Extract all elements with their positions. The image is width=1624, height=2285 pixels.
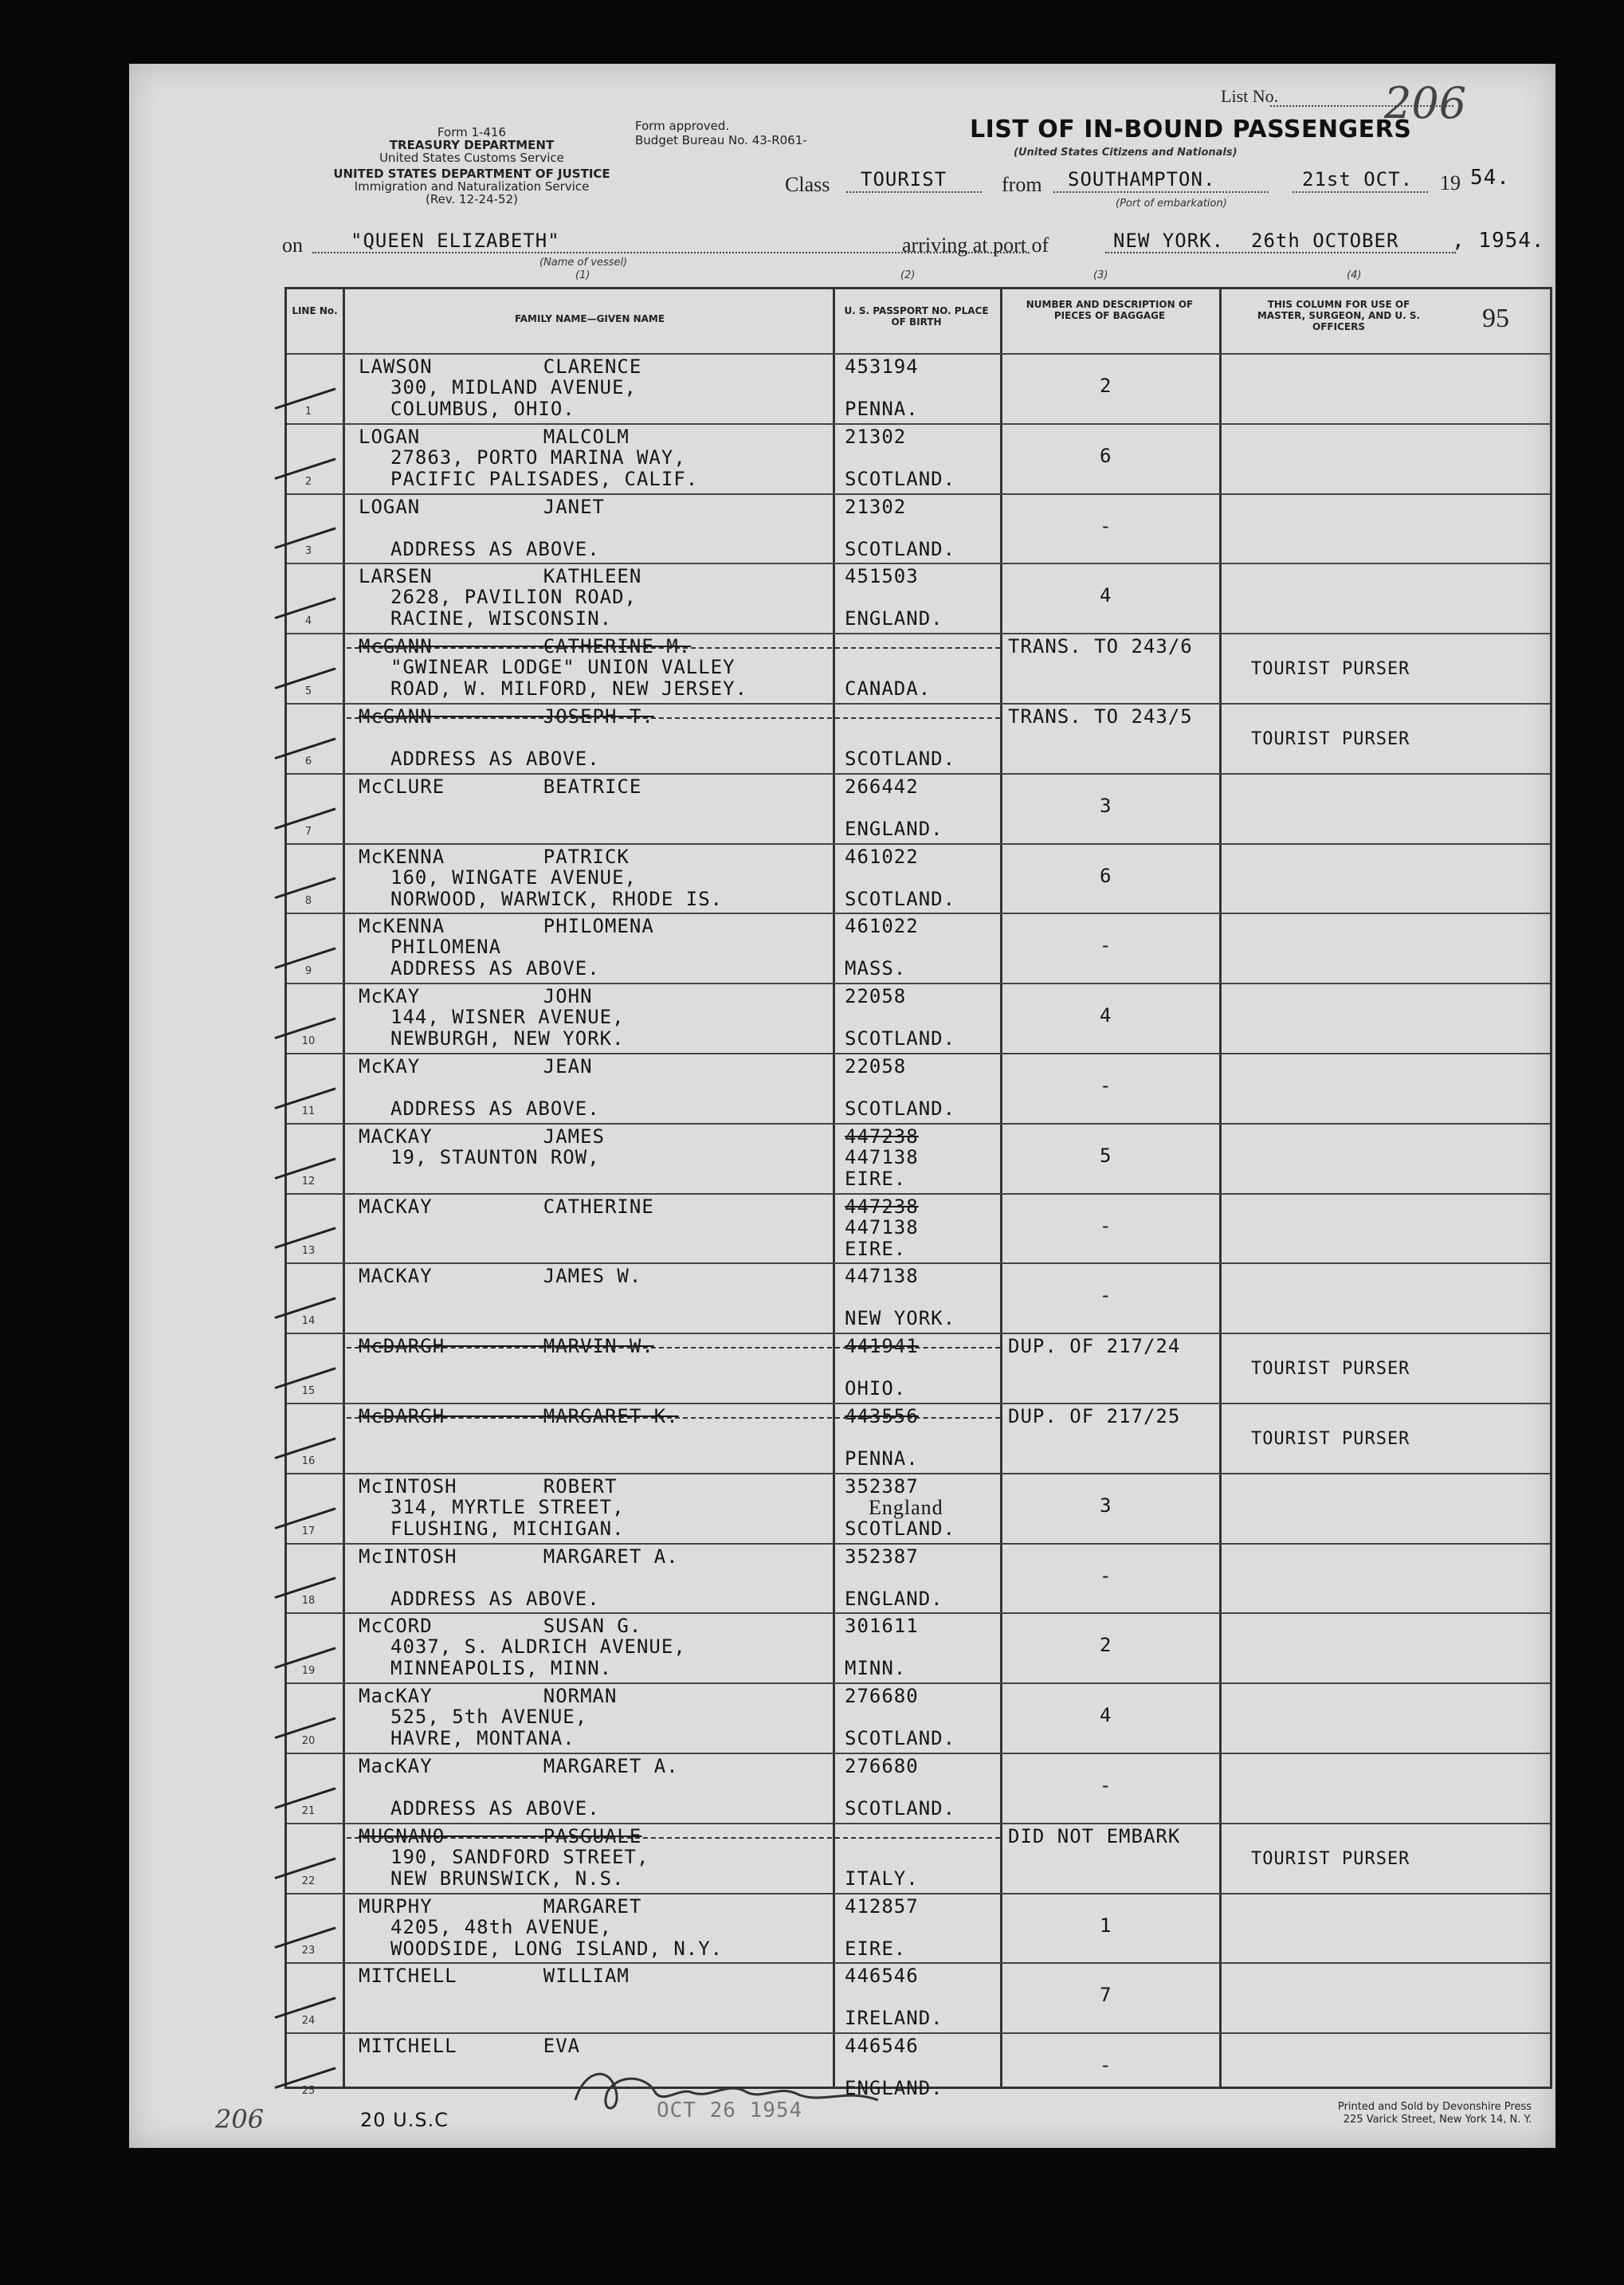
address-line-2: WOODSIDE, LONG ISLAND, N.Y. bbox=[390, 1937, 724, 1960]
line-number: 18 bbox=[301, 1595, 316, 1608]
row-rule bbox=[287, 563, 1550, 564]
row-rule bbox=[287, 843, 1550, 845]
form-approved: Form approved. bbox=[635, 119, 730, 133]
passport-number: 461022 bbox=[845, 915, 919, 938]
strike-through-line bbox=[347, 1837, 1000, 1839]
arrival-date: 26th OCTOBER bbox=[1251, 230, 1399, 252]
strike-through-line bbox=[347, 717, 1000, 719]
address-line-1: 525, 5th AVENUE, bbox=[390, 1706, 588, 1729]
passenger-name: McINTOSH MARGARET A. bbox=[359, 1545, 679, 1568]
line-number: 15 bbox=[301, 1384, 316, 1397]
date-stamp: OCT 26 1954 bbox=[657, 2099, 803, 2122]
arrival-port: NEW YORK. bbox=[1113, 230, 1225, 252]
col-num-3: (3) bbox=[1093, 269, 1108, 281]
officer-note: TOURIST PURSER bbox=[1251, 1429, 1410, 1449]
row-rule bbox=[287, 1823, 1550, 1824]
baggage: 3 bbox=[1100, 1494, 1112, 1517]
baggage: - bbox=[1100, 1774, 1112, 1796]
line-number: 20 bbox=[301, 1734, 316, 1747]
table-row bbox=[287, 983, 1550, 1053]
table-row bbox=[287, 1123, 1550, 1193]
row-rule bbox=[287, 1543, 1550, 1545]
passenger-name: MACKAY JAMES bbox=[359, 1125, 605, 1148]
row-rule bbox=[287, 1053, 1550, 1054]
passenger-name: McGANN JOSEPH T. bbox=[359, 705, 654, 728]
col-head-name: FAMILY NAME—GIVEN NAME bbox=[514, 313, 665, 324]
table-row bbox=[287, 1403, 1550, 1473]
date-rule bbox=[1293, 191, 1428, 193]
passenger-name: McKENNA PATRICK bbox=[359, 845, 630, 868]
strike-through-line bbox=[347, 647, 1000, 649]
passport-number: 276680 bbox=[845, 1685, 919, 1708]
document-subtitle: (United States Citizens and Nationals) bbox=[1014, 147, 1238, 159]
passenger-name: MITCHELL EVA bbox=[359, 2035, 581, 2058]
from-rule bbox=[1053, 191, 1269, 193]
baggage: 6 bbox=[1100, 864, 1112, 887]
line-number: 5 bbox=[304, 685, 312, 697]
passport-number-corrected: 447138 bbox=[845, 1215, 919, 1239]
address-line-1: "GWINEAR LODGE" UNION VALLEY bbox=[390, 656, 736, 679]
place-of-birth: PENNA. bbox=[845, 398, 919, 420]
address-line-1: 160, WINGATE AVENUE, bbox=[390, 866, 637, 889]
officer-note: TOURIST PURSER bbox=[1251, 659, 1410, 680]
printer-line-1: Printed and Sold by Devonshire Press bbox=[1337, 2101, 1532, 2113]
row-rule bbox=[287, 1612, 1550, 1614]
passport-number: 446546 bbox=[845, 1965, 919, 1988]
row-rule bbox=[287, 1473, 1550, 1474]
row-rule bbox=[287, 1893, 1550, 1894]
line-number: 9 bbox=[304, 965, 312, 978]
address-line-2: FLUSHING, MICHIGAN. bbox=[390, 1517, 625, 1540]
table-row bbox=[287, 353, 1550, 423]
passport-number: 352387 bbox=[845, 1545, 919, 1568]
table-row bbox=[287, 773, 1550, 843]
passport-number: 451503 bbox=[845, 565, 919, 588]
passenger-name: McDARGH MARGARET K. bbox=[359, 1405, 679, 1427]
line-number: 13 bbox=[301, 1245, 316, 1258]
passport-number: 301611 bbox=[845, 1615, 919, 1638]
officer-note: TOURIST PURSER bbox=[1251, 1848, 1410, 1869]
place-of-birth: NEW YORK. bbox=[845, 1307, 956, 1330]
place-of-birth: SCOTLAND. bbox=[845, 467, 956, 490]
place-of-birth: MASS. bbox=[845, 957, 907, 980]
address-line-1: 27863, PORTO MARINA WAY, bbox=[390, 446, 686, 469]
address-line-2: NEW BRUNSWICK, N.S. bbox=[390, 1867, 625, 1890]
line-number: 2 bbox=[304, 475, 312, 488]
budget-bureau: Budget Bureau No. 43-R061- bbox=[635, 133, 807, 147]
place-of-birth: MINN. bbox=[845, 1657, 907, 1680]
vessel-note: (Name of vessel) bbox=[539, 257, 628, 269]
address-line-2: RACINE, WISCONSIN. bbox=[390, 607, 613, 630]
line-number: 24 bbox=[301, 2015, 316, 2028]
col-head-line: LINE No. bbox=[292, 305, 338, 316]
row-rule bbox=[287, 703, 1550, 705]
page-number: 95 bbox=[1482, 304, 1509, 333]
inspector-signature bbox=[559, 2056, 926, 2120]
row-rule bbox=[287, 1123, 1550, 1125]
passenger-name: McKENNA PHILOMENA bbox=[359, 915, 654, 938]
arriving-label: arriving at port of bbox=[902, 234, 1049, 257]
year-prefix: 19 bbox=[1440, 171, 1461, 194]
address-line-2: ROAD, W. MILFORD, NEW JERSEY. bbox=[390, 677, 748, 701]
address-line-1: 4037, S. ALDRICH AVENUE, bbox=[390, 1635, 686, 1659]
table-row bbox=[287, 1962, 1550, 2032]
passport-number: 352387 bbox=[845, 1474, 919, 1498]
year-suffix: 54. bbox=[1470, 166, 1510, 190]
address-line-2: ADDRESS AS ABOVE. bbox=[390, 1097, 600, 1120]
place-of-birth: CANADA. bbox=[845, 677, 932, 701]
baggage: DUP. OF 217/25 bbox=[1008, 1405, 1181, 1427]
arrival-rule bbox=[1105, 252, 1456, 253]
passport-number: 453194 bbox=[845, 355, 919, 378]
table-row bbox=[287, 1612, 1550, 1682]
place-of-birth: PENNA. bbox=[845, 1447, 919, 1470]
baggage: - bbox=[1100, 1074, 1112, 1097]
address-line-2: NEWBURGH, NEW YORK. bbox=[390, 1027, 625, 1050]
passenger-name: McDARGH MARVIN W. bbox=[359, 1335, 654, 1358]
passport-number: 22058 bbox=[845, 985, 907, 1008]
table-row bbox=[287, 633, 1550, 703]
baggage: TRANS. TO 243/6 bbox=[1008, 635, 1193, 658]
passenger-name: LARSEN KATHLEEN bbox=[359, 565, 642, 588]
passenger-name: LOGAN JANET bbox=[359, 495, 605, 518]
passport-number: 21302 bbox=[845, 425, 907, 448]
place-of-birth: ITALY. bbox=[845, 1867, 919, 1890]
place-of-birth: SCOTLAND. bbox=[845, 537, 956, 560]
strike-through-line bbox=[347, 1417, 1000, 1419]
line-number: 22 bbox=[301, 1875, 316, 1887]
table-row bbox=[287, 423, 1550, 493]
address-line-2: MINNEAPOLIS, MINN. bbox=[390, 1657, 613, 1680]
line-number: 16 bbox=[301, 1455, 316, 1467]
baggage: 1 bbox=[1100, 1914, 1112, 1937]
class-rule bbox=[846, 191, 982, 193]
table-row bbox=[287, 1473, 1550, 1543]
place-of-birth: ENGLAND. bbox=[845, 2077, 943, 2100]
row-rule bbox=[287, 1193, 1550, 1195]
customs-label: United States Customs Service bbox=[379, 151, 564, 165]
baggage: 4 bbox=[1100, 584, 1112, 607]
line-number: 11 bbox=[301, 1105, 316, 1117]
passenger-name: MUGNANO PASGUALE bbox=[359, 1824, 642, 1847]
strike-through-line bbox=[347, 1347, 1000, 1349]
row-rule bbox=[287, 1403, 1550, 1404]
passenger-name: McKAY JOHN bbox=[359, 985, 593, 1008]
footer-code: 20 U.S.C bbox=[360, 2109, 449, 2131]
place-of-birth: SCOTLAND. bbox=[845, 1727, 956, 1750]
printer-line-2: 225 Varick Street, New York 14, N. Y. bbox=[1343, 2114, 1532, 2126]
row-rule bbox=[287, 493, 1550, 495]
place-of-birth: SCOTLAND. bbox=[845, 1097, 956, 1120]
line-number: 10 bbox=[301, 1035, 316, 1047]
place-of-birth: SCOTLAND. bbox=[845, 887, 956, 910]
passport-number: 441941 bbox=[845, 1335, 919, 1358]
line-number: 14 bbox=[301, 1315, 316, 1328]
baggage: TRANS. TO 243/5 bbox=[1008, 705, 1193, 728]
table-row bbox=[287, 1543, 1550, 1613]
baggage: 7 bbox=[1100, 1984, 1112, 2007]
address-line-2: ADDRESS AS ABOVE. bbox=[390, 1797, 600, 1820]
place-of-birth: EIRE. bbox=[845, 1937, 907, 1960]
col-head-baggage: NUMBER AND DESCRIPTION OF PIECES OF BAGGAGE bbox=[1026, 299, 1194, 321]
row-rule bbox=[287, 983, 1550, 984]
form-number: Form 1-416 bbox=[437, 125, 507, 139]
col-num-2: (2) bbox=[900, 269, 916, 281]
passport-number: 447238 bbox=[845, 1125, 919, 1148]
list-no-label: List No. bbox=[1221, 86, 1279, 106]
port-embark-note: (Port of embarkation) bbox=[1116, 198, 1227, 210]
place-of-birth: OHIO. bbox=[845, 1377, 907, 1400]
passenger-name: McCLURE BEATRICE bbox=[359, 775, 642, 798]
document-title: LIST OF IN-BOUND PASSENGERS bbox=[970, 116, 1412, 143]
place-of-birth: SCOTLAND. bbox=[845, 1797, 956, 1820]
address-line-1: 4205, 48th AVENUE, bbox=[390, 1915, 613, 1938]
baggage: - bbox=[1100, 514, 1112, 537]
table-row bbox=[287, 563, 1550, 633]
line-number: 8 bbox=[304, 895, 312, 908]
place-of-birth: SCOTLAND. bbox=[845, 1517, 956, 1540]
passenger-name: McKAY JEAN bbox=[359, 1055, 593, 1078]
address-line-2: ADDRESS AS ABOVE. bbox=[390, 748, 600, 770]
row-rule bbox=[287, 633, 1550, 634]
passenger-name: LAWSON CLARENCE bbox=[359, 355, 642, 378]
line-number: 1 bbox=[304, 405, 312, 418]
row-rule bbox=[287, 423, 1550, 425]
table-row bbox=[287, 843, 1550, 913]
passport-number: 447238 bbox=[845, 1195, 919, 1218]
line-number: 6 bbox=[304, 755, 312, 768]
baggage: - bbox=[1100, 1564, 1112, 1587]
place-of-birth: IRELAND. bbox=[845, 2007, 943, 2030]
baggage: 4 bbox=[1100, 1004, 1112, 1027]
col-num-1: (1) bbox=[575, 269, 590, 281]
address-line-2: COLUMBUS, OHIO. bbox=[390, 398, 575, 420]
vessel-name: "QUEEN ELIZABETH" bbox=[351, 230, 560, 252]
table-row bbox=[287, 493, 1550, 563]
col-head-officers: THIS COLUMN FOR USE OF MASTER, SURGEON, AND U. S. OFFICERS bbox=[1257, 299, 1421, 332]
passport-number: 461022 bbox=[845, 845, 919, 868]
manifest-sheet bbox=[129, 64, 1555, 2148]
place-of-birth: EIRE. bbox=[845, 1237, 907, 1260]
passport-number: 21302 bbox=[845, 495, 907, 518]
baggage: DID NOT EMBARK bbox=[1008, 1824, 1181, 1847]
passenger-name: MacKAY MARGARET A. bbox=[359, 1755, 679, 1777]
baggage: DUP. OF 217/24 bbox=[1008, 1335, 1181, 1358]
on-label: on bbox=[282, 234, 303, 257]
baggage: - bbox=[1100, 934, 1112, 957]
address-line-1: 300, MIDLAND AVENUE, bbox=[390, 376, 637, 399]
table-row bbox=[287, 1193, 1550, 1263]
table-row bbox=[287, 1262, 1550, 1333]
passport-number: 276680 bbox=[845, 1755, 919, 1777]
line-number: 3 bbox=[304, 545, 312, 558]
place-of-birth: SCOTLAND. bbox=[845, 1027, 956, 1050]
arrival-year: , 1954. bbox=[1452, 229, 1545, 253]
row-rule bbox=[287, 1682, 1550, 1684]
row-rule bbox=[287, 1753, 1550, 1754]
address-line-2: HAVRE, MONTANA. bbox=[390, 1727, 575, 1750]
row-rule bbox=[287, 773, 1550, 775]
class-value: TOURIST bbox=[861, 168, 947, 190]
address-line-1: PHILOMENA bbox=[390, 936, 502, 959]
row-rule bbox=[287, 1962, 1550, 1964]
passenger-name: McGANN CATHERINE M. bbox=[359, 635, 692, 658]
address-line-1: 19, STAUNTON ROW, bbox=[390, 1145, 600, 1168]
address-line-2: NORWOOD, WARWICK, RHODE IS. bbox=[390, 887, 724, 910]
address-line-2: ADDRESS AS ABOVE. bbox=[390, 1587, 600, 1610]
baggage: 5 bbox=[1100, 1144, 1112, 1167]
line-number: 17 bbox=[301, 1525, 316, 1537]
ins-label: Immigration and Naturalization Service bbox=[354, 179, 590, 194]
passport-number: 443556 bbox=[845, 1405, 919, 1427]
passport-number-corrected: 447138 bbox=[845, 1145, 919, 1168]
officer-note: TOURIST PURSER bbox=[1251, 729, 1410, 749]
passenger-name: McINTOSH ROBERT bbox=[359, 1474, 618, 1498]
place-of-birth: SCOTLAND. bbox=[845, 748, 956, 770]
table-row bbox=[287, 703, 1550, 773]
passenger-table bbox=[284, 287, 1552, 2100]
baggage: 4 bbox=[1100, 1704, 1112, 1727]
address-line-1: 190, SANDFORD STREET, bbox=[390, 1845, 649, 1868]
line-number: 7 bbox=[304, 825, 312, 838]
table-row bbox=[287, 1682, 1550, 1753]
place-of-birth: ENGLAND. bbox=[845, 607, 943, 630]
table-row bbox=[287, 1753, 1550, 1823]
line-number: 4 bbox=[304, 615, 312, 628]
address-line-1: 314, MYRTLE STREET, bbox=[390, 1495, 625, 1518]
baggage: 3 bbox=[1100, 794, 1112, 817]
passenger-name: MacKAY NORMAN bbox=[359, 1685, 618, 1708]
address-line-2: ADDRESS AS ABOVE. bbox=[390, 537, 600, 560]
address-line-2: PACIFIC PALISADES, CALIF. bbox=[390, 467, 699, 490]
passenger-name: LOGAN MALCOLM bbox=[359, 425, 630, 448]
officer-note: TOURIST PURSER bbox=[1251, 1359, 1410, 1380]
passenger-name: MURPHY MARGARET bbox=[359, 1894, 642, 1918]
baggage: - bbox=[1100, 2054, 1112, 2077]
departure-date: 21st OCT. bbox=[1302, 168, 1414, 190]
table-row bbox=[287, 1893, 1550, 1963]
baggage: - bbox=[1100, 1214, 1112, 1237]
line-number: 25 bbox=[301, 2084, 316, 2097]
address-line-1: 2628, PAVILION ROAD, bbox=[390, 586, 637, 609]
line-number: 23 bbox=[301, 1945, 316, 1957]
passenger-name: MACKAY JAMES W. bbox=[359, 1265, 642, 1288]
line-number: 19 bbox=[301, 1665, 316, 1678]
from-value: SOUTHAMPTON. bbox=[1068, 168, 1216, 190]
passport-number: 447138 bbox=[845, 1265, 919, 1288]
treasury-label: TREASURY DEPARTMENT bbox=[389, 138, 555, 152]
col-num-4: (4) bbox=[1347, 269, 1362, 281]
list-no-value: 206 bbox=[1384, 78, 1467, 128]
place-of-birth: EIRE. bbox=[845, 1167, 907, 1190]
passport-number: 22058 bbox=[845, 1055, 907, 1078]
baggage: 2 bbox=[1100, 1634, 1112, 1657]
place-of-birth: ENGLAND. bbox=[845, 1587, 943, 1610]
place-of-birth: ENGLAND. bbox=[845, 817, 943, 840]
table-row bbox=[287, 1053, 1550, 1123]
passenger-name: MACKAY CATHERINE bbox=[359, 1195, 654, 1218]
revision-label: (Rev. 12-24-52) bbox=[425, 192, 518, 206]
row-rule bbox=[287, 1333, 1550, 1334]
table-row bbox=[287, 1333, 1550, 1403]
line-number: 12 bbox=[301, 1175, 316, 1188]
class-label: Class bbox=[785, 173, 830, 196]
col-head-passport: U. S. PASSPORT NO. PLACE OF BIRTH bbox=[844, 305, 989, 328]
address-line-1: 144, WISNER AVENUE, bbox=[390, 1006, 625, 1029]
passport-number: 266442 bbox=[845, 775, 919, 798]
passport-number: 412857 bbox=[845, 1894, 919, 1918]
table-row bbox=[287, 913, 1550, 983]
address-line-2: ADDRESS AS ABOVE. bbox=[390, 957, 600, 980]
passport-number-corrected: England bbox=[869, 1495, 943, 1519]
row-rule bbox=[287, 1262, 1550, 1264]
passenger-name: MITCHELL WILLIAM bbox=[359, 1965, 630, 1988]
row-rule bbox=[287, 2032, 1550, 2034]
table-row bbox=[287, 1823, 1550, 1893]
from-label: from bbox=[1002, 173, 1042, 196]
line-number: 21 bbox=[301, 1804, 316, 1817]
baggage: - bbox=[1100, 1284, 1112, 1307]
passenger-name: McCORD SUSAN G. bbox=[359, 1615, 642, 1638]
baggage: 6 bbox=[1100, 444, 1112, 467]
row-rule bbox=[287, 913, 1550, 914]
justice-label: UNITED STATES DEPARTMENT OF JUSTICE bbox=[333, 167, 610, 181]
baggage: 2 bbox=[1100, 375, 1112, 397]
footer-hand-number: 206 bbox=[215, 2104, 265, 2134]
passport-number: 446546 bbox=[845, 2035, 919, 2058]
